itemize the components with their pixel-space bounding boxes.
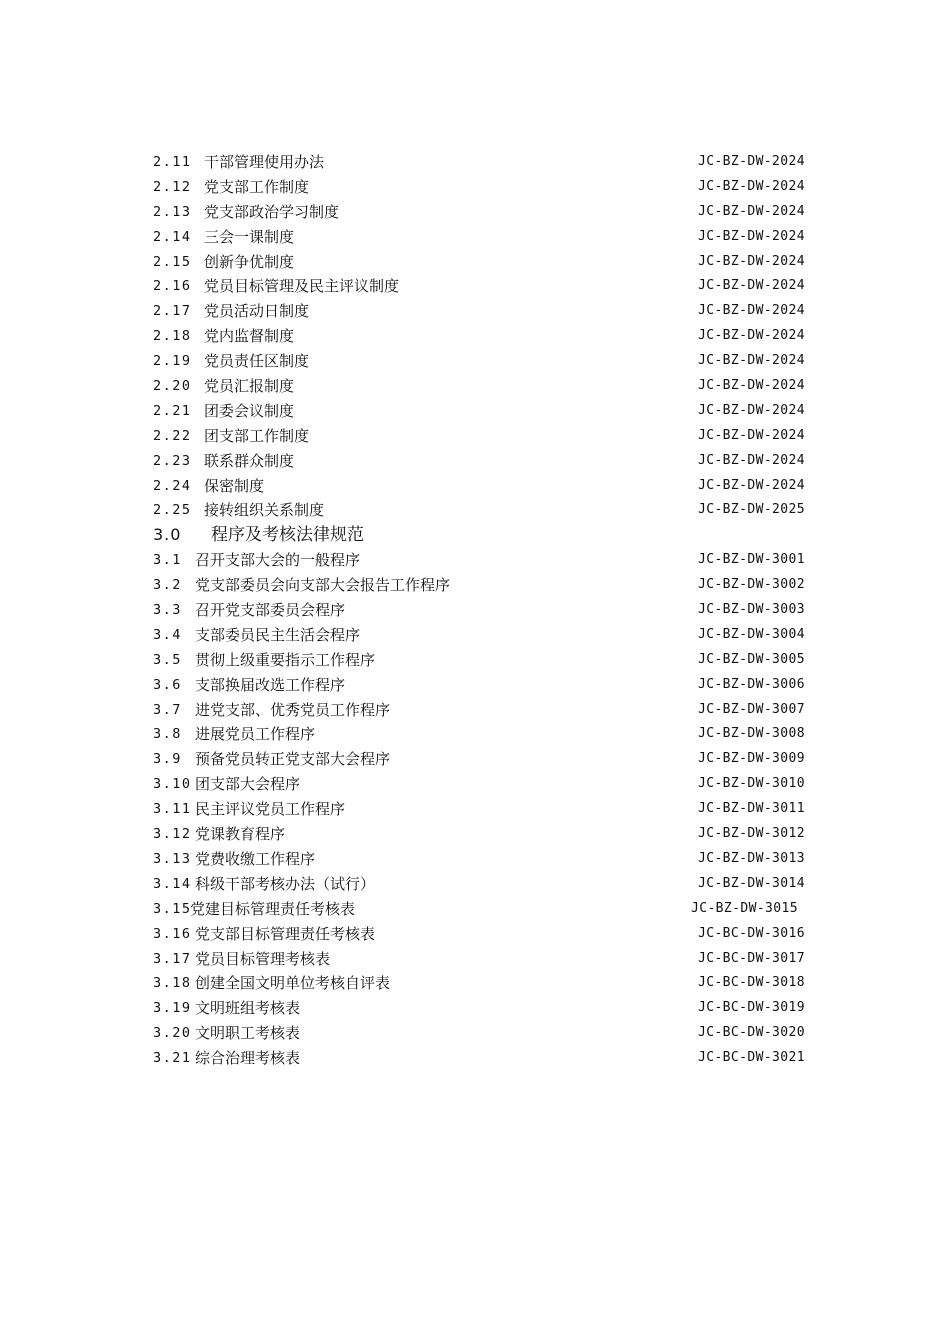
toc-entry-title: 党员活动日制度	[204, 302, 310, 321]
toc-entry	[153, 150, 813, 175]
toc-entry-number: 3.1	[153, 552, 182, 569]
toc-entry-code: JC-BZ-DW-2024	[698, 452, 805, 468]
toc-entry-title: 团支部大会程序	[195, 775, 301, 794]
toc-entry-code: JC-BZ-DW-2025	[698, 502, 805, 518]
toc-entry-code: JC-BZ-DW-2024	[698, 228, 805, 244]
toc-entry	[153, 498, 813, 523]
toc-entry	[153, 399, 813, 424]
toc-entry-code: JC-BZ-DW-3015	[691, 900, 798, 916]
toc-entry-number: 3.6	[153, 676, 182, 693]
toc-entry	[153, 673, 813, 698]
toc-entry-code: JC-BZ-DW-2024	[698, 477, 805, 493]
toc-entry	[153, 996, 813, 1021]
toc-entry	[153, 573, 813, 598]
toc-entry-number: 3.14	[153, 875, 192, 892]
toc-entry	[153, 349, 813, 374]
toc-entry-title: 党内监督制度	[204, 327, 295, 346]
toc-entry-number: 2.14	[153, 228, 192, 245]
toc-entry-title: 程序及考核法律规范	[211, 525, 364, 546]
toc-entry-title: 联系群众制度	[204, 451, 295, 470]
table-of-contents	[153, 150, 813, 1071]
toc-section-heading	[153, 523, 813, 548]
toc-entry-number: 2.21	[153, 402, 192, 419]
toc-entry-code: JC-BZ-DW-3014	[698, 875, 805, 891]
toc-entry-title: 贯彻上级重要指示工作程序	[195, 650, 376, 669]
toc-entry-title: 干部管理使用办法	[204, 153, 325, 171]
toc-entry-code: JC-BC-DW-3018	[698, 975, 805, 991]
toc-entry-number: 3.12	[153, 826, 192, 843]
toc-entry-title: 召开党支部委员会程序	[195, 601, 346, 620]
toc-entry	[153, 274, 813, 299]
toc-entry	[153, 175, 813, 200]
toc-entry-code: JC-BZ-DW-2024	[698, 253, 805, 269]
toc-entry-code: JC-BZ-DW-2024	[698, 427, 805, 443]
toc-entry-code: JC-BC-DW-3017	[698, 950, 805, 966]
toc-entry-number: 3.0	[153, 525, 182, 545]
toc-entry-number: 3.17	[153, 950, 192, 967]
toc-entry-code: JC-BZ-DW-2024	[698, 303, 805, 319]
toc-entry	[153, 772, 813, 797]
toc-entry-code: JC-BC-DW-3020	[698, 1025, 805, 1041]
toc-entry-title: 进展党员工作程序	[195, 725, 316, 744]
toc-entry-code: JC-BZ-DW-3010	[698, 776, 805, 792]
toc-entry-number: 3.13	[153, 850, 192, 867]
toc-entry-number: 3.11	[153, 801, 192, 818]
toc-entry-number: 2.13	[153, 203, 192, 220]
toc-entry	[153, 299, 813, 324]
toc-entry-title: 文明班组考核表	[195, 999, 301, 1018]
toc-entry	[153, 722, 813, 747]
toc-entry-title: 保密制度	[204, 476, 265, 495]
toc-entry-number: 2.23	[153, 452, 192, 469]
toc-entry-title: 进党支部、优秀党员工作程序	[195, 700, 391, 719]
toc-entry	[153, 971, 813, 996]
toc-entry-code: JC-BZ-DW-3002	[698, 577, 805, 593]
toc-entry	[153, 797, 813, 822]
toc-entry-code: JC-BZ-DW-3011	[698, 801, 805, 817]
toc-entry	[153, 822, 813, 847]
toc-entry-title: 团支部工作制度	[204, 426, 310, 445]
toc-entry-number: 3.7	[153, 701, 182, 718]
toc-entry-title: 团委会议制度	[204, 401, 295, 420]
toc-entry-number: 2.17	[153, 303, 192, 320]
toc-entry-title: 支部换届改选工作程序	[195, 675, 346, 694]
toc-entry-number: 3.2	[153, 577, 182, 594]
toc-entry-code: JC-BZ-DW-2024	[698, 402, 805, 418]
toc-entry-code: JC-BZ-DW-2024	[698, 154, 805, 169]
toc-entry	[153, 324, 813, 349]
toc-entry-code: JC-BZ-DW-2024	[698, 378, 805, 394]
toc-entry-number: 3.10	[153, 776, 192, 793]
toc-entry-code: JC-BZ-DW-2024	[698, 203, 805, 219]
toc-entry-code: JC-BZ-DW-3006	[698, 676, 805, 692]
toc-entry-number: 2.12	[153, 178, 192, 195]
toc-entry-title: 党支部工作制度	[204, 177, 310, 196]
toc-entry-code: JC-BZ-DW-3008	[698, 726, 805, 742]
toc-entry-title: 党课教育程序	[195, 825, 286, 844]
toc-entry-code: JC-BZ-DW-2024	[698, 328, 805, 344]
toc-entry	[153, 374, 813, 399]
toc-entry-code: JC-BZ-DW-3001	[698, 552, 805, 568]
toc-entry-title: 预备党员转正党支部大会程序	[195, 750, 391, 769]
toc-entry	[153, 225, 813, 250]
toc-entry-code: JC-BZ-DW-3003	[698, 602, 805, 618]
toc-entry-number: 3.21	[153, 1050, 192, 1067]
toc-entry-number: 2.25	[153, 502, 192, 519]
toc-entry	[153, 847, 813, 872]
toc-entry-number: 2.16	[153, 278, 192, 295]
toc-entry	[153, 648, 813, 673]
toc-entry-code: JC-BC-DW-3019	[698, 1000, 805, 1016]
toc-entry-code: JC-BZ-DW-3013	[698, 850, 805, 866]
toc-entry-code: JC-BC-DW-3021	[698, 1050, 805, 1066]
toc-entry-title: 党建目标管理责任考核表	[190, 899, 356, 918]
toc-entry-title: 支部委员民主生活会程序	[195, 625, 361, 644]
toc-entry-code: JC-BZ-DW-3007	[698, 701, 805, 717]
toc-entry-title: 民主评议党员工作程序	[195, 800, 346, 819]
toc-entry-title: 接转组织关系制度	[204, 501, 325, 520]
toc-entry-code: JC-BZ-DW-2024	[698, 178, 805, 194]
toc-entry-title: 党员目标管理考核表	[195, 949, 331, 968]
toc-entry-code: JC-BZ-DW-3009	[698, 751, 805, 767]
toc-entry-code: JC-BZ-DW-3005	[698, 651, 805, 667]
toc-entry-code: JC-BZ-DW-3012	[698, 826, 805, 842]
toc-entry-number: 2.15	[153, 253, 192, 270]
toc-entry	[153, 1046, 813, 1071]
toc-entry-number: 3.16	[153, 925, 192, 942]
toc-entry	[153, 474, 813, 499]
toc-entry-number: 3.3	[153, 602, 182, 619]
toc-entry	[153, 250, 813, 275]
toc-entry	[153, 598, 813, 623]
toc-entry	[153, 548, 813, 573]
toc-entry-title: 党支部目标管理责任考核表	[195, 924, 376, 943]
toc-entry-title: 文明职工考核表	[195, 1024, 301, 1043]
toc-entry-code: JC-BC-DW-3016	[698, 925, 805, 941]
toc-entry-number: 3.18	[153, 975, 192, 992]
toc-entry	[153, 947, 813, 972]
toc-entry	[153, 449, 813, 474]
toc-entry	[153, 698, 813, 723]
toc-entry-code: JC-BZ-DW-3004	[698, 626, 805, 642]
toc-entry-title: 党员责任区制度	[204, 352, 310, 371]
toc-entry-title: 召开支部大会的一般程序	[195, 551, 361, 570]
toc-entry	[153, 200, 813, 225]
toc-entry-number: 2.22	[153, 427, 192, 444]
toc-entry-number: 2.20	[153, 378, 192, 395]
toc-entry-number: 3.5	[153, 651, 182, 668]
toc-entry-title: 党费收缴工作程序	[195, 849, 316, 868]
toc-entry-title: 党支部委员会向支部大会报告工作程序	[195, 576, 451, 595]
toc-entry-title: 创建全国文明单位考核自评表	[195, 974, 391, 993]
toc-entry	[153, 424, 813, 449]
toc-entry-title: 综合治理考核表	[195, 1049, 301, 1068]
toc-entry	[153, 1021, 813, 1046]
toc-entry-number: 2.11	[153, 154, 192, 170]
toc-entry-title: 科级干部考核办法（试行）	[195, 874, 376, 893]
toc-entry	[153, 897, 813, 922]
toc-entry-number: 2.18	[153, 328, 192, 345]
toc-entry-number: 3.9	[153, 751, 182, 768]
toc-entry-number: 3.15	[153, 900, 192, 917]
toc-entry-code: JC-BZ-DW-2024	[698, 278, 805, 294]
toc-entry-code: JC-BZ-DW-2024	[698, 353, 805, 369]
toc-entry	[153, 747, 813, 772]
toc-entry	[153, 922, 813, 947]
toc-entry-title: 三会一课制度	[204, 227, 295, 246]
toc-entry-title: 党员目标管理及民主评议制度	[204, 277, 400, 296]
toc-entry-number: 3.20	[153, 1025, 192, 1042]
toc-entry-number: 2.19	[153, 353, 192, 370]
toc-entry-number: 3.8	[153, 726, 182, 743]
toc-entry-title: 党员汇报制度	[204, 377, 295, 396]
toc-entry-title: 创新争优制度	[204, 252, 295, 271]
toc-entry-number: 2.24	[153, 477, 192, 494]
toc-entry-number: 3.4	[153, 626, 182, 643]
toc-entry-title: 党支部政治学习制度	[204, 202, 340, 221]
toc-entry-number: 3.19	[153, 1000, 192, 1017]
toc-entry	[153, 872, 813, 897]
toc-entry	[153, 623, 813, 648]
